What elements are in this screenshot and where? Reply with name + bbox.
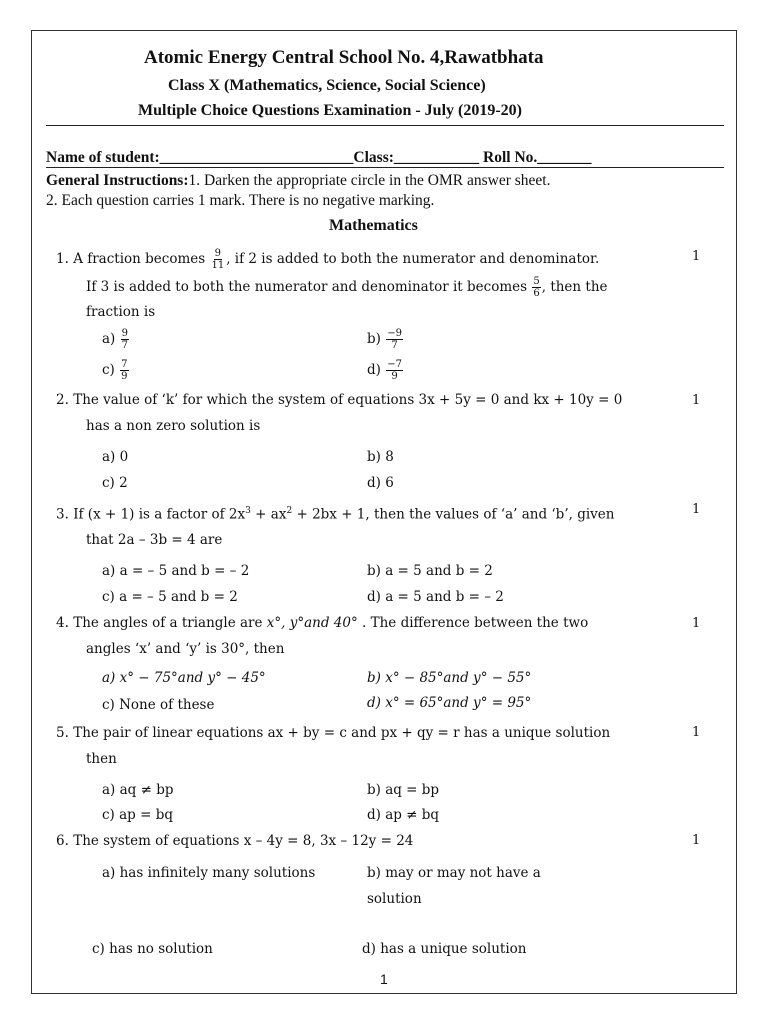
fraction: $\frac{9}{11}$: [211, 248, 225, 271]
question-5-option-d: d) ap ≠ bq: [367, 807, 440, 823]
exam-page: [31, 30, 737, 994]
question-2-option-d: d) 6: [367, 475, 394, 491]
question-4-option-c: c) None of these: [102, 697, 215, 713]
name-blank: _________________________: [159, 149, 354, 166]
instruction-2: 2. Each question carries 1 mark. There is no negative marking.: [46, 192, 435, 209]
instruction-1: 1. Darken the appropriate circle in the OMR answer sheet.: [188, 172, 551, 189]
class-label: Class:: [353, 149, 394, 166]
question-5-line-1: 5. The pair of linear equations ax + by = c and px + qy = r has a unique solution: [56, 725, 611, 741]
question-6-option-b: b) may or may not have a: [367, 865, 541, 881]
question-4-line-2: angles ‘x’ and ‘y’ is 30°, then: [86, 641, 285, 657]
question-2-option-b: b) 8: [367, 449, 394, 465]
question-4-line-1: 4. The angles of a triangle are x°, y°and 40° . The difference between the two: [56, 615, 589, 631]
question-1-line-1: 1. A fraction becomes $\frac{9}{11}$ , if 2 is added to both the numerator and denominator.: [56, 248, 600, 271]
name-label: Name of student:: [46, 149, 160, 166]
instructions-label: General Instructions:: [46, 172, 189, 189]
question-3-option-c: c) a = – 5 and b = 2: [102, 589, 238, 605]
roll-blank: _______: [537, 149, 592, 166]
question-6-mark: 1: [692, 833, 701, 848]
question-4-mark: 1: [692, 616, 701, 631]
question-1-line-2: If 3 is added to both the numerator and denominator it becomes $\frac{5}{6}$ , then the: [86, 276, 608, 299]
question-4-option-d: d) x° = 65°and y° = 95°: [367, 695, 532, 711]
student-line-divider: [46, 167, 724, 168]
class-blank: ___________: [393, 149, 480, 166]
question-2-mark: 1: [692, 393, 701, 408]
question-1-option-d: d) $\frac{-7}{9}$: [367, 359, 402, 382]
question-1-mark: 1: [692, 249, 701, 264]
question-6-line-1: 6. The system of equations x – 4y = 8, 3x – 12y = 24: [56, 833, 414, 849]
question-2-option-c: c) 2: [102, 475, 128, 491]
student-info-line: [46, 149, 592, 167]
question-6-option-d: d) has a unique solution: [362, 941, 527, 957]
question-1-option-c: c) $\frac{7}{9}$: [102, 359, 128, 382]
fraction: $\frac{5}{6}$: [533, 276, 540, 299]
question-6-option-a: a) has infinitely many solutions: [102, 865, 316, 881]
question-5-mark: 1: [692, 725, 701, 740]
page-number: 1: [380, 971, 388, 987]
school-title: Atomic Energy Central School No. 4,Rawatbhata: [144, 47, 544, 68]
question-3-option-d: d) a = 5 and b = – 2: [367, 589, 504, 605]
question-2-line-2: has a non zero solution is: [86, 418, 261, 434]
question-3-line-2: that 2a – 3b = 4 are: [86, 532, 223, 548]
question-2-option-a: a) 0: [102, 449, 129, 465]
question-3-option-a: a) a = – 5 and b = – 2: [102, 563, 250, 579]
question-6-option-c: c) has no solution: [92, 941, 213, 957]
question-3-mark: 1: [692, 502, 701, 517]
question-5-option-b: b) aq = bp: [367, 782, 440, 798]
instructions-line-1: [46, 172, 550, 190]
question-4-option-b: b) x° − 85°and y° − 55°: [367, 670, 532, 686]
question-1-option-a: a) $\frac{9}{7}$: [102, 328, 128, 351]
question-4-option-a: a) x° − 75°and y° − 45°: [102, 670, 266, 686]
question-1-option-b: b) $\frac{-9}{7}$: [367, 328, 402, 351]
question-2-line-1: 2. The value of ‘k’ for which the system of equations 3x + 5y = 0 and kx + 10y = 0: [56, 392, 623, 408]
question-5-option-a: a) aq ≠ bp: [102, 782, 174, 798]
exam-line: Multiple Choice Questions Examination - July (2019-20): [138, 102, 523, 119]
question-1-line-3: fraction is: [86, 304, 156, 320]
question-5-line-2: then: [86, 751, 117, 767]
header-divider: [46, 125, 724, 126]
roll-label: Roll No.: [483, 149, 538, 166]
question-3-option-b: b) a = 5 and b = 2: [367, 563, 493, 579]
class-line: Class X (Mathematics, Science, Social Science): [168, 77, 486, 94]
section-title: Mathematics: [329, 217, 418, 234]
question-3-line-1: 3. If (x + 1) is a factor of $2x^3 + ax^2 + 2bx + 1$, then the values of ‘a’ and ‘b’, given: [56, 506, 615, 523]
question-6-option-b-cont: solution: [367, 891, 422, 907]
question-5-option-c: c) ap = bq: [102, 807, 173, 823]
